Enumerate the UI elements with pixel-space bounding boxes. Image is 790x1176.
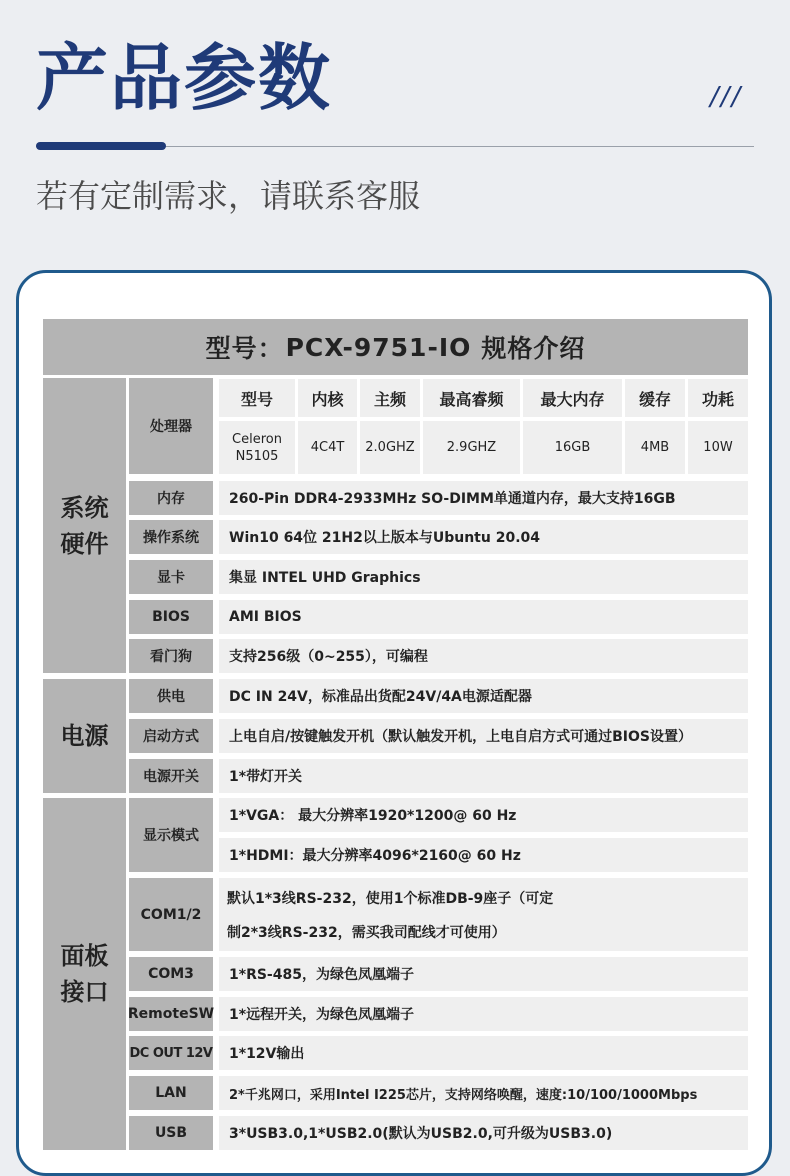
cpu-header-model: 型号 [219,379,295,417]
spec-title-model: PCX-9751-IO [285,332,472,362]
cpu-value-memory: 16GB [523,421,622,474]
page-title: 产品参数 [36,36,333,120]
row-value-graphics: 集显 INTEL UHD Graphics [219,560,748,594]
row-value-com3: 1*RS-485，为绿色凤凰端子 [219,957,748,991]
cpu-value-turbo: 2.9GHZ [423,421,520,474]
spec-table [43,319,748,375]
cpu-header-cache: 缓存 [625,379,685,417]
spec-title-prefix: 型号： [205,334,284,363]
cpu-value-model: Celeron N5105 [219,421,295,474]
row-label-remotesw: RemoteSW [129,997,213,1031]
row-value-display-hdmi: 1*HDMI：最大分辨率4096*2160@ 60 Hz [219,838,748,872]
row-label-com12: COM1/2 [129,878,213,951]
cpu-label: 处理器 [129,378,213,474]
title-divider-accent [36,142,166,150]
row-label-power-supply: 供电 [129,679,213,713]
row-value-power-switch: 1*带灯开关 [219,759,748,793]
row-value-lan: 2*千兆网口，采用Intel I225芯片，支持网络唤醒，速度:10/100/1000Mbps [219,1076,748,1110]
cpu-header-turbo: 最高睿频 [423,379,520,417]
decorative-slashes: /// [710,82,743,112]
row-value-bios: AMI BIOS [219,600,748,634]
cpu-value-cores: 4C4T [298,421,357,474]
row-value-boot-mode: 上电自启/按键触发开机（默认触发开机，上电自启方式可通过BIOS设置） [219,719,748,753]
cpu-value-power: 10W [688,421,748,474]
row-label-lan: LAN [129,1076,213,1110]
row-value-remotesw: 1*远程开关，为绿色凤凰端子 [219,997,748,1031]
row-value-usb: 3*USB3.0,1*USB2.0(默认为USB2.0,可升级为USB3.0) [219,1116,748,1150]
row-value-memory: 260-Pin DDR4-2933MHz SO-DIMM单通道内存，最大支持16GB [219,481,748,515]
cpu-header-cores: 内核 [298,379,357,417]
row-label-boot-mode: 启动方式 [129,719,213,753]
row-label-bios: BIOS [129,600,213,634]
row-value-watchdog: 支持256级（0~255），可编程 [219,639,748,673]
cpu-header-power: 功耗 [688,379,748,417]
row-label-os: 操作系统 [129,520,213,554]
row-label-watchdog: 看门狗 [129,639,213,673]
row-label-usb: USB [129,1116,213,1150]
row-label-dcout: DC OUT 12V [129,1036,213,1070]
cpu-value-cache: 4MB [625,421,685,474]
cpu-value-freq: 2.0GHZ [360,421,420,474]
row-label-com3: COM3 [129,957,213,991]
row-value-com12-line2: 制2*3线RS-232，需买我司配线才可使用） [227,925,506,941]
spec-title-suffix: 规格介绍 [481,334,586,363]
group-power: 电源 [43,679,126,793]
row-value-os: Win10 64位 21H2以上版本与Ubuntu 20.04 [219,520,748,554]
row-label-graphics: 显卡 [129,560,213,594]
row-value-power-supply: DC IN 24V，标准品出货配24V/4A电源适配器 [219,679,748,713]
cpu-header-freq: 主频 [360,379,420,417]
row-label-memory: 内存 [129,481,213,515]
group-hardware: 系统 硬件 [43,378,126,673]
spec-table-title [43,319,748,375]
group-panel: 面板 接口 [43,798,126,1150]
row-value-com12-line1: 默认1*3线RS-232，使用1个标准DB-9座子（可定 [227,891,554,907]
row-label-power-switch: 电源开关 [129,759,213,793]
row-label-display: 显示模式 [129,798,213,872]
cpu-header-memory: 最大内存 [523,379,622,417]
row-value-dcout: 1*12V输出 [219,1036,748,1070]
row-value-display-vga: 1*VGA： 最大分辨率1920*1200@ 60 Hz [219,798,748,832]
page-subtitle: 若有定制需求，请联系客服 [36,177,421,215]
